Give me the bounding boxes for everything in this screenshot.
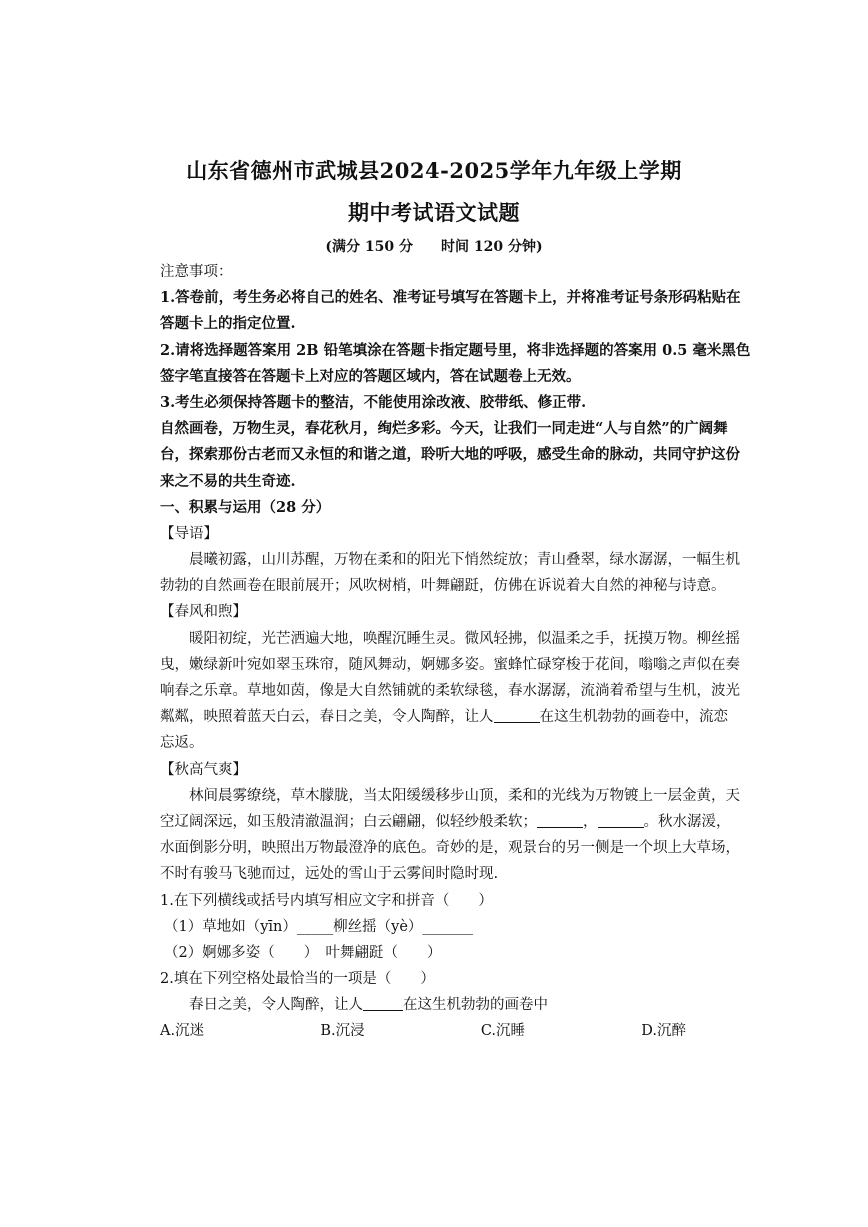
section-heading: 一、积累与运用（28 分） [160,498,331,516]
guide-heading: 【导语】 [160,525,218,542]
notice-heading: 注意事项： [160,264,233,280]
autumn-text: ， [583,813,598,830]
score-info: (满分 150 分 [325,239,413,255]
intro-line: 台，探索那份古老而又永恒的和谐之道，聆听大地的呼吸，感受生命的脉动，共同守护这份 [160,446,740,464]
question-2-stem: 2.填在下列空格处最恰当的一项是（ ） [160,971,435,988]
option-d[interactable]: D.沉醉 [641,1023,686,1040]
exam-title-line1: 山东省德州市武城县2024-2025学年九年级上学期 [186,158,682,183]
spring-line: 暖阳初绽，光芒洒遍大地，唤醒沉睡生灵。微风轻拂，似温柔之手，抚摸万物。柳丝摇 [189,630,740,647]
time-info: 时间 120 分钟) [441,239,543,255]
answer-blank[interactable] [598,811,644,828]
autumn-line: 水面倒影分明，映照出万物最澄净的底色。奇妙的是，观景台的另一侧是一个坝上大草场， [160,840,740,857]
spring-line: 曳，嫩绿新叶宛如翠玉珠帘，随风舞动，婀娜多姿。蜜蜂忙碌穿梭于花间，嗡嗡之声似在奏 [160,656,740,673]
sentence-text: 在这生机勃勃的画卷中 [403,997,548,1014]
autumn-line: 不时有骏马飞驰而过，远处的雪山于云雾间时隐时现. [160,866,499,883]
option-c[interactable]: C.沉睡 [480,1023,526,1040]
spring-line [160,704,728,730]
answer-blank[interactable] [494,706,540,723]
autumn-text: 。秋水潺湲， [643,813,731,830]
option-b[interactable]: B.沉浸 [320,1023,365,1040]
autumn-heading: 【秋高气爽】 [160,761,247,778]
intro-line: 自然画卷，万物生灵，春花秋月，绚烂多彩。今天，让我们一同走进“人与自然”的广阔舞 [160,420,728,438]
notice-line: 签字笔直接答在答题卡上对应的答题区域内，答在试题卷上无效。 [160,367,581,385]
exam-title-line2: 期中考试语文试题 [348,200,520,225]
spring-text: 在这生机勃勃的画卷中，流恋 [539,709,728,726]
guide-line: 勃勃的自然画卷在眼前展开；风吹树梢，叶舞翩跹，仿佛在诉说着大自然的神秘与诗意。 [160,578,726,595]
question-2-sentence [160,992,710,1018]
question-1-stem: 1.在下列横线或括号内填写相应文字和拼音（ ） [160,892,493,909]
answer-blank[interactable] [537,811,583,828]
notice-line: 答题卡上的指定位置. [160,315,296,333]
notice-line: 2.请将选择题答案用 2B 铅笔填涂在答题卡指定题号里，将非选择题的答案用 0.5 毫米黑色 [160,341,751,359]
spring-line: 忘返。 [160,735,204,752]
answer-blank[interactable] [363,994,403,1011]
spring-text: 粼粼，映照着蓝天白云，春日之美，令人陶醉，让人 [160,709,494,726]
question-2-options [160,1018,710,1044]
question-1-part-2: （2）婀娜多姿（ ） 叶舞翩跹（ ） [164,944,442,961]
exam-body [160,259,751,1045]
exam-meta [0,236,868,256]
option-a[interactable]: A.沉迷 [160,1023,205,1040]
question-1-part-1: （1）草地如（yīn）_____柳丝摇（yè）_______ [164,918,474,935]
autumn-text: 空辽阔深远，如玉般清澈温润；白云翩翩，似轻纱般柔软； [160,813,537,830]
autumn-line [160,809,731,835]
sentence-text: 春日之美，令人陶醉，让人 [189,997,363,1014]
notice-line: 3.考生必须保持答题卡的整洁，不能使用涂改液、胶带纸、修正带. [160,393,587,411]
guide-line: 晨曦初露，山川苏醒，万物在柔和的阳光下悄然绽放；青山叠翠，绿水潺潺，一幅生机 [189,552,740,569]
intro-line: 来之不易的共生奇迹. [160,472,296,490]
spring-heading: 【春风和煦】 [160,604,247,621]
notice-line: 1.答卷前，考生务必将自己的姓名、准考证号填写在答题卡上，并将准考证号条形码粘贴在 [160,289,741,307]
spring-line: 响春之乐章。草地如茵，像是大自然铺就的柔软绿毯，春水潺潺，流淌着希望与生机，波光 [160,683,740,699]
autumn-line: 林间晨雾缭绕，草木朦胧，当太阳缓缓移步山顶，柔和的光线为万物镀上一层金黄，天 [189,787,740,804]
